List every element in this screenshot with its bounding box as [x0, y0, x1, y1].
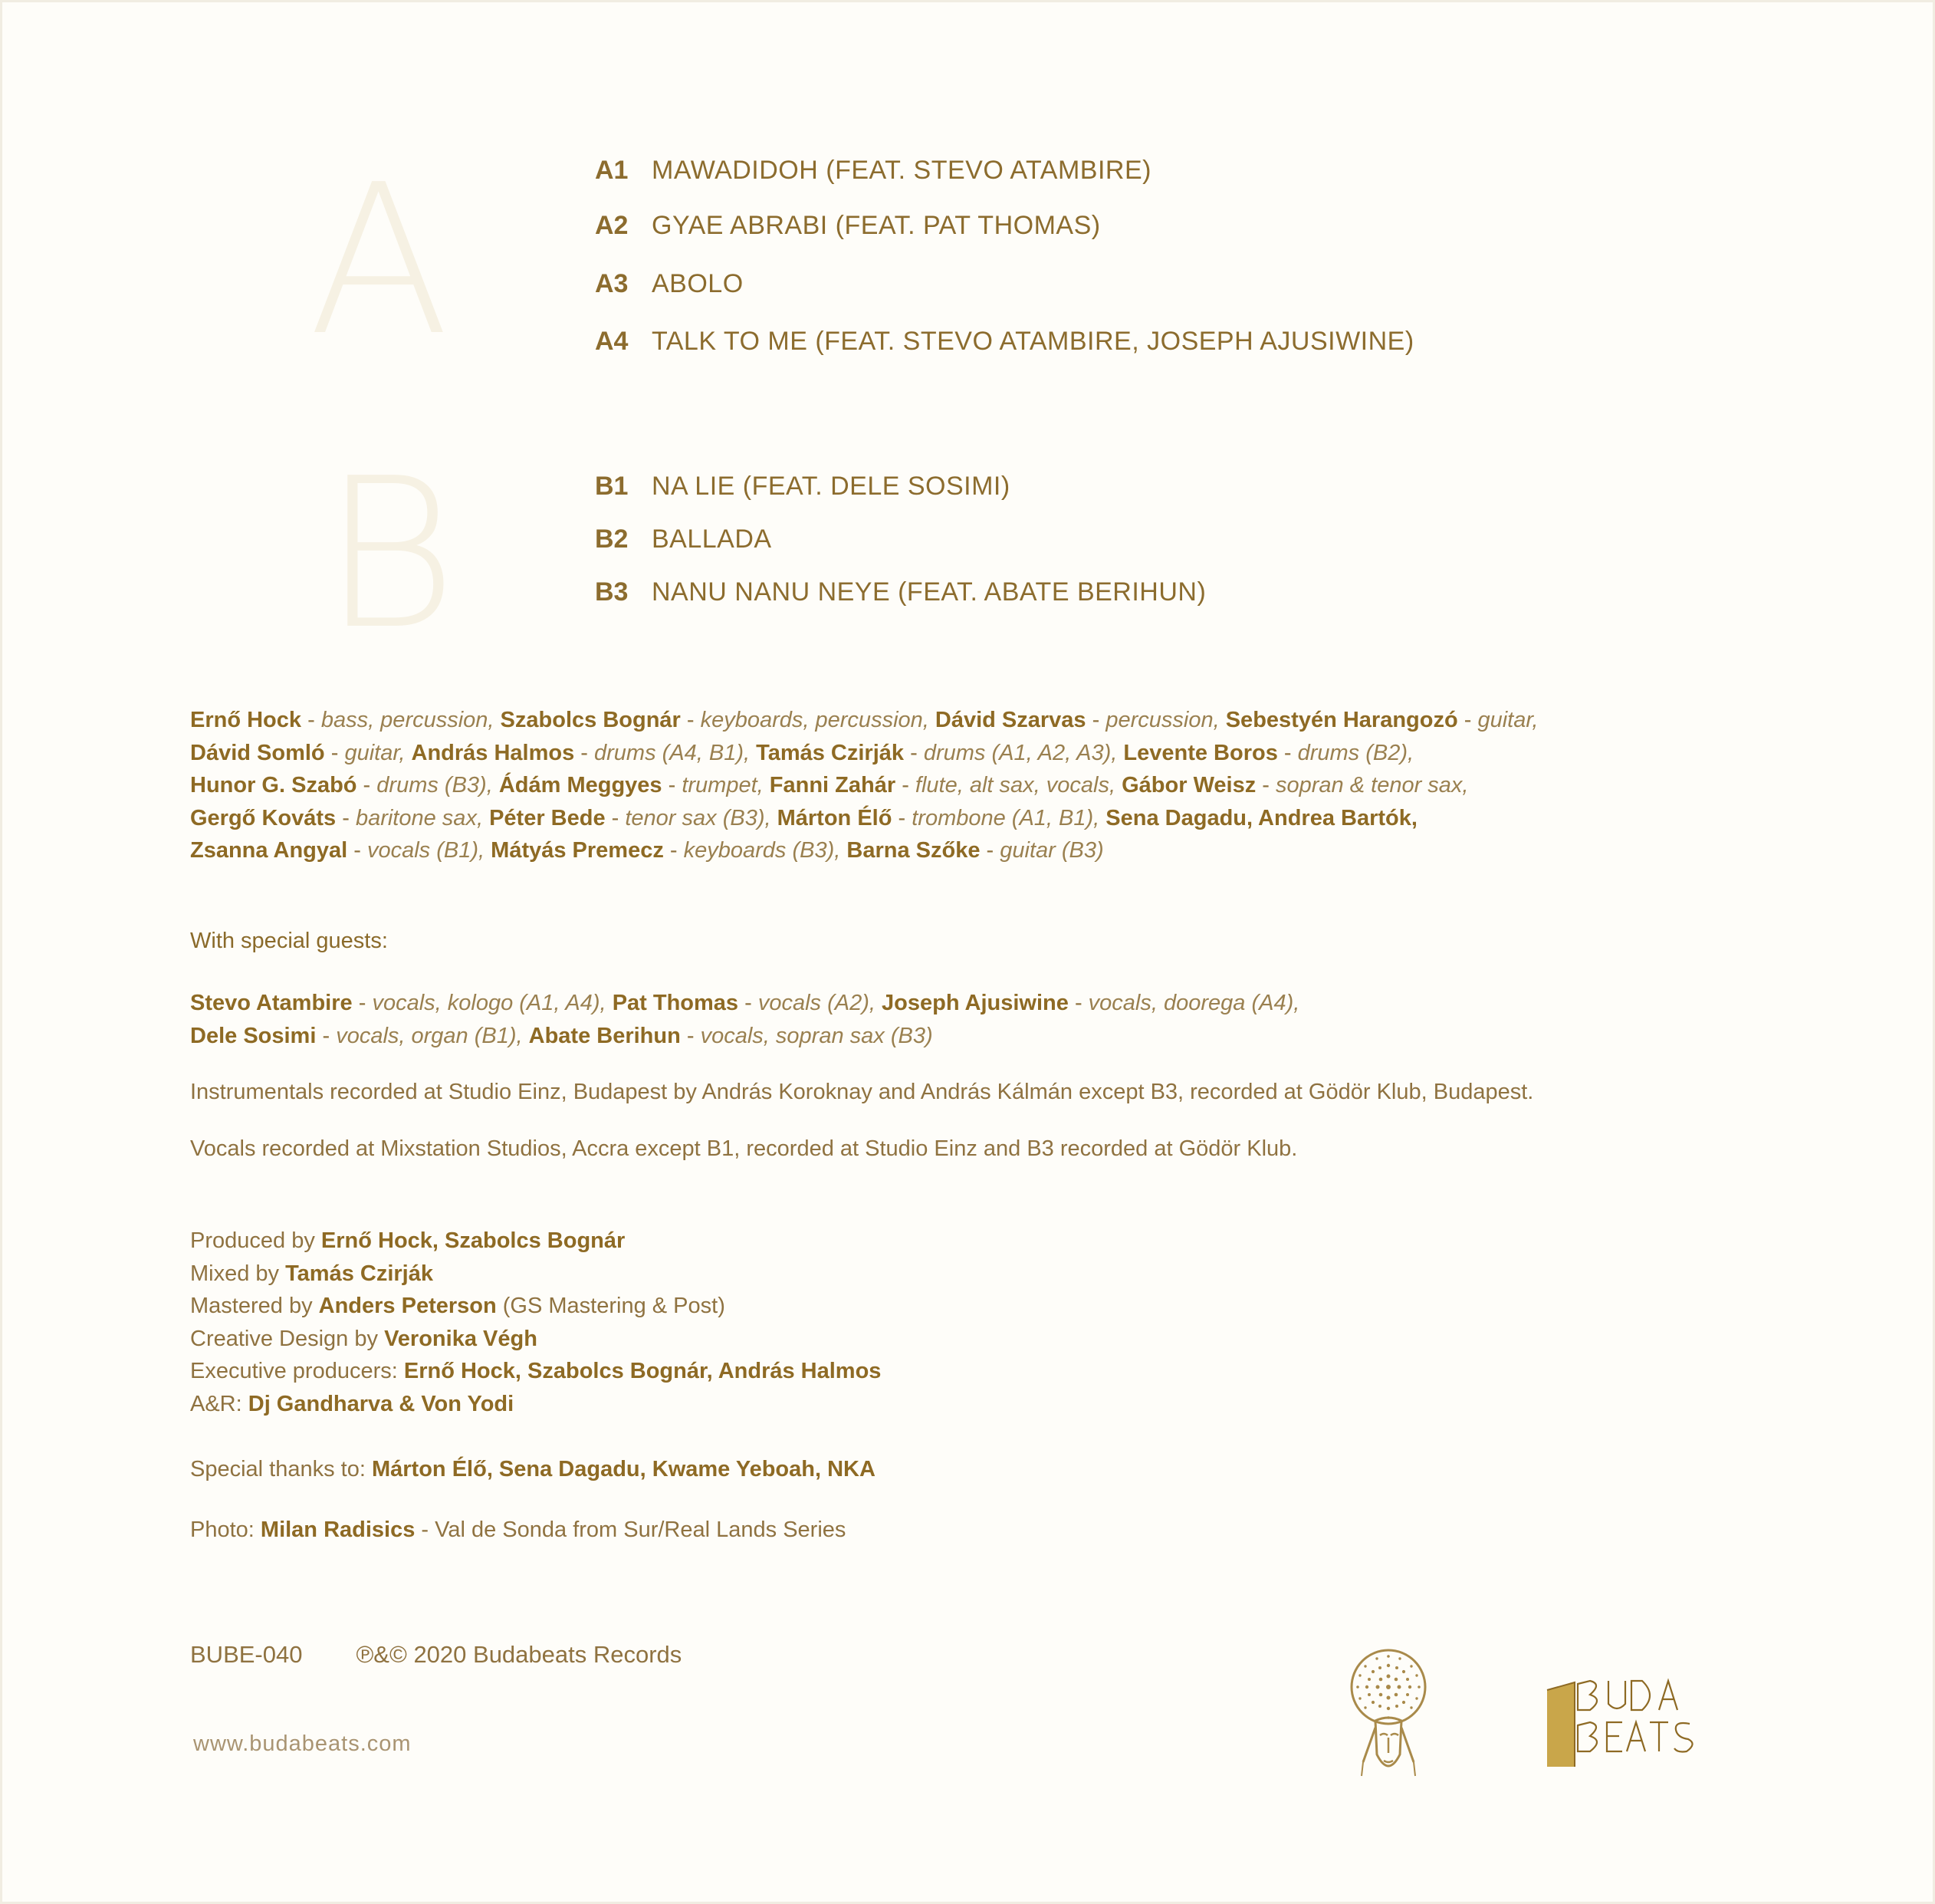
musician-line	[190, 802, 1538, 835]
budabeats-wordmark-logo-icon	[1544, 1675, 1705, 1774]
musician-name: Sebestyén Harangozó	[1225, 708, 1458, 732]
guest-line	[190, 1020, 1299, 1053]
musician-role: vocals (B1),	[366, 838, 485, 863]
production-credits	[190, 1225, 881, 1420]
credit-value: Veronika Végh	[384, 1326, 537, 1351]
dash: -	[301, 708, 321, 732]
catalog-number: BUBE-040	[190, 1641, 303, 1668]
dash: -	[680, 708, 701, 732]
musician-name: Hunor G. Szabó	[190, 773, 357, 797]
guests-heading: With special guests:	[190, 929, 388, 953]
track-code: B2	[595, 525, 629, 554]
credit-value: Dj Gandharva & Von Yodi	[248, 1391, 514, 1416]
catalog-line	[190, 1641, 682, 1669]
guest-credits	[190, 987, 1299, 1052]
credit-value: Anders Peterson	[318, 1294, 497, 1318]
track-a2	[595, 211, 1101, 241]
guest-name: Abate Berihun	[528, 1023, 681, 1048]
photo-value: Milan Radisics	[260, 1518, 416, 1542]
track-code: A3	[595, 269, 629, 298]
track-a4	[595, 327, 1414, 357]
musician-name: Ernő Hock	[190, 708, 302, 732]
musician-role: bass, percussion,	[320, 708, 494, 732]
track-title: MAWADIDOH (FEAT. STEVO ATAMBIRE)	[652, 156, 1151, 185]
guest-role: vocals (A2),	[757, 991, 876, 1015]
musician-line	[190, 704, 1538, 737]
credit-label: Produced by	[190, 1228, 321, 1253]
credit-label: Mixed by	[190, 1261, 286, 1286]
musician-role: flute, alt sax, vocals,	[915, 773, 1116, 797]
dash: -	[662, 773, 682, 797]
credit-line	[190, 1290, 881, 1323]
musician-name: Sena Dagadu, Andrea Bartók,	[1105, 805, 1418, 830]
track-title: TALK TO ME (FEAT. STEVO ATAMBIRE, JOSEPH AJUSIWINE)	[652, 327, 1414, 356]
musician-role: baritone sax,	[355, 805, 483, 830]
guests-heading-block	[190, 925, 388, 958]
track-a3	[595, 269, 744, 299]
dash: -	[980, 838, 1000, 863]
musician-credits	[190, 704, 1538, 867]
special-thanks	[190, 1453, 876, 1486]
musician-role: drums (B3),	[376, 773, 493, 797]
dash: -	[895, 773, 915, 797]
dash: -	[1256, 773, 1276, 797]
credit-line	[190, 1388, 881, 1421]
musician-name: Szabolcs Bognár	[500, 708, 681, 732]
musician-name: Levente Boros	[1123, 740, 1278, 765]
musician-name: Ádám Meggyes	[498, 773, 662, 797]
track-title: BALLADA	[652, 525, 772, 554]
dash: -	[336, 805, 356, 830]
musician-name: Gábor Weisz	[1122, 773, 1257, 797]
credit-value: Ernő Hock, Szabolcs Bognár	[320, 1228, 626, 1253]
guest-role: vocals, doorega (A4),	[1088, 991, 1300, 1015]
musician-name: Gergő Kováts	[190, 805, 337, 830]
track-code: B3	[595, 577, 629, 607]
dash: -	[1277, 740, 1298, 765]
dash: -	[1086, 708, 1106, 732]
credit-line	[190, 1225, 881, 1258]
side-a-letter: A	[308, 140, 450, 381]
dash: -	[352, 991, 373, 1015]
musician-role: drums (A4, B1),	[594, 740, 751, 765]
musician-name: Tamás Czirják	[756, 740, 905, 765]
credit-line	[190, 1258, 881, 1291]
dash: -	[904, 740, 924, 765]
musician-role: keyboards, percussion,	[700, 708, 929, 732]
musician-role: guitar (B3)	[1000, 838, 1104, 863]
musician-role: guitar,	[344, 740, 406, 765]
dash: -	[1068, 991, 1089, 1015]
track-code: B1	[595, 472, 629, 501]
dash: -	[892, 805, 912, 830]
track-b2	[595, 525, 772, 554]
credit-line	[190, 1323, 881, 1356]
track-b1	[595, 472, 1010, 501]
track-title: ABOLO	[652, 269, 744, 298]
musician-role: trumpet,	[682, 773, 764, 797]
musician-role: drums (B2),	[1297, 740, 1414, 765]
dash: -	[356, 773, 377, 797]
credit-value: Ernő Hock, Szabolcs Bognár, András Halmos	[403, 1359, 882, 1383]
musician-line	[190, 737, 1538, 770]
musician-role: guitar,	[1477, 708, 1539, 732]
credit-label: A&R:	[190, 1391, 248, 1416]
musician-role: trombone (A1, B1),	[912, 805, 1100, 830]
dash: -	[605, 805, 626, 830]
musician-role: sopran & tenor sax,	[1276, 773, 1469, 797]
musician-role: tenor sax (B3),	[625, 805, 771, 830]
musician-name: Dávid Somló	[190, 740, 325, 765]
musician-role: keyboards (B3),	[683, 838, 841, 863]
dash: -	[663, 838, 684, 863]
recording-note-vocals: Vocals recorded at Mixstation Studios, Accra except B1, recorded at Studio Einz and B3 recorded at Gödör Klub.	[190, 1136, 1298, 1161]
dash: -	[347, 838, 367, 863]
credit-label: Mastered by	[190, 1294, 319, 1318]
dash: -	[1457, 708, 1478, 732]
musician-name: Dávid Szarvas	[935, 708, 1086, 732]
thanks-value: Márton Élő, Sena Dagadu, Kwame Yeboah, NKA	[371, 1457, 876, 1481]
track-code: A2	[595, 211, 629, 240]
track-title: GYAE ABRABI (FEAT. PAT THOMAS)	[652, 211, 1101, 240]
track-code: A4	[595, 327, 629, 356]
dash: -	[324, 740, 345, 765]
side-b-letter: B	[322, 433, 458, 675]
musician-name: Márton Élő	[777, 805, 892, 830]
dash: -	[680, 1023, 701, 1048]
musician-name: Zsanna Angyal	[190, 838, 348, 863]
track-a1	[595, 156, 1151, 186]
guest-name: Dele Sosimi	[190, 1023, 317, 1048]
copyright-notice: ℗&© 2020 Budabeats Records	[356, 1641, 682, 1668]
musician-name: András Halmos	[411, 740, 575, 765]
website-link[interactable]: www.budabeats.com	[193, 1731, 412, 1756]
musician-name: Mátyás Premecz	[491, 838, 664, 863]
dash: -	[316, 1023, 337, 1048]
guest-role: vocals, organ (B1),	[336, 1023, 523, 1048]
guest-role: vocals, sopran sax (B3)	[700, 1023, 933, 1048]
musician-name: Barna Szőke	[846, 838, 981, 863]
dash: -	[738, 991, 758, 1015]
track-b3	[595, 577, 1206, 607]
credit-value: Tamás Czirják	[285, 1261, 433, 1286]
photo-credit	[190, 1514, 846, 1547]
thanks-label: Special thanks to:	[190, 1457, 372, 1481]
credit-label: Executive producers:	[190, 1359, 404, 1383]
track-title: NA LIE (FEAT. DELE SOSIMI)	[652, 472, 1010, 501]
guest-line	[190, 987, 1299, 1020]
budabeats-mask-logo-icon	[1346, 1647, 1431, 1800]
credit-line	[190, 1355, 881, 1388]
photo-label: Photo:	[190, 1518, 261, 1542]
musician-role: percussion,	[1105, 708, 1220, 732]
musician-name: Péter Bede	[489, 805, 606, 830]
musician-line	[190, 834, 1538, 867]
photo-extra: - Val de Sonda from Sur/Real Lands Series	[415, 1518, 846, 1542]
guest-name: Pat Thomas	[612, 991, 739, 1015]
guest-role: vocals, kologo (A1, A4),	[372, 991, 606, 1015]
credit-label: Creative Design by	[190, 1326, 385, 1351]
guest-name: Stevo Atambire	[190, 991, 353, 1015]
track-title: NANU NANU NEYE (FEAT. ABATE BERIHUN)	[652, 577, 1207, 607]
credit-extra: (GS Mastering & Post)	[496, 1294, 725, 1318]
guest-name: Joseph Ajusiwine	[882, 991, 1069, 1015]
track-code: A1	[595, 156, 629, 185]
musician-name: Fanni Zahár	[769, 773, 896, 797]
dash: -	[574, 740, 595, 765]
musician-role: drums (A1, A2, A3),	[923, 740, 1118, 765]
recording-note-instrumentals: Instrumentals recorded at Studio Einz, Budapest by András Koroknay and András Kálmán except B3, recorded at Gödör Klub, Budapest.	[190, 1080, 1534, 1104]
musician-line	[190, 769, 1538, 802]
